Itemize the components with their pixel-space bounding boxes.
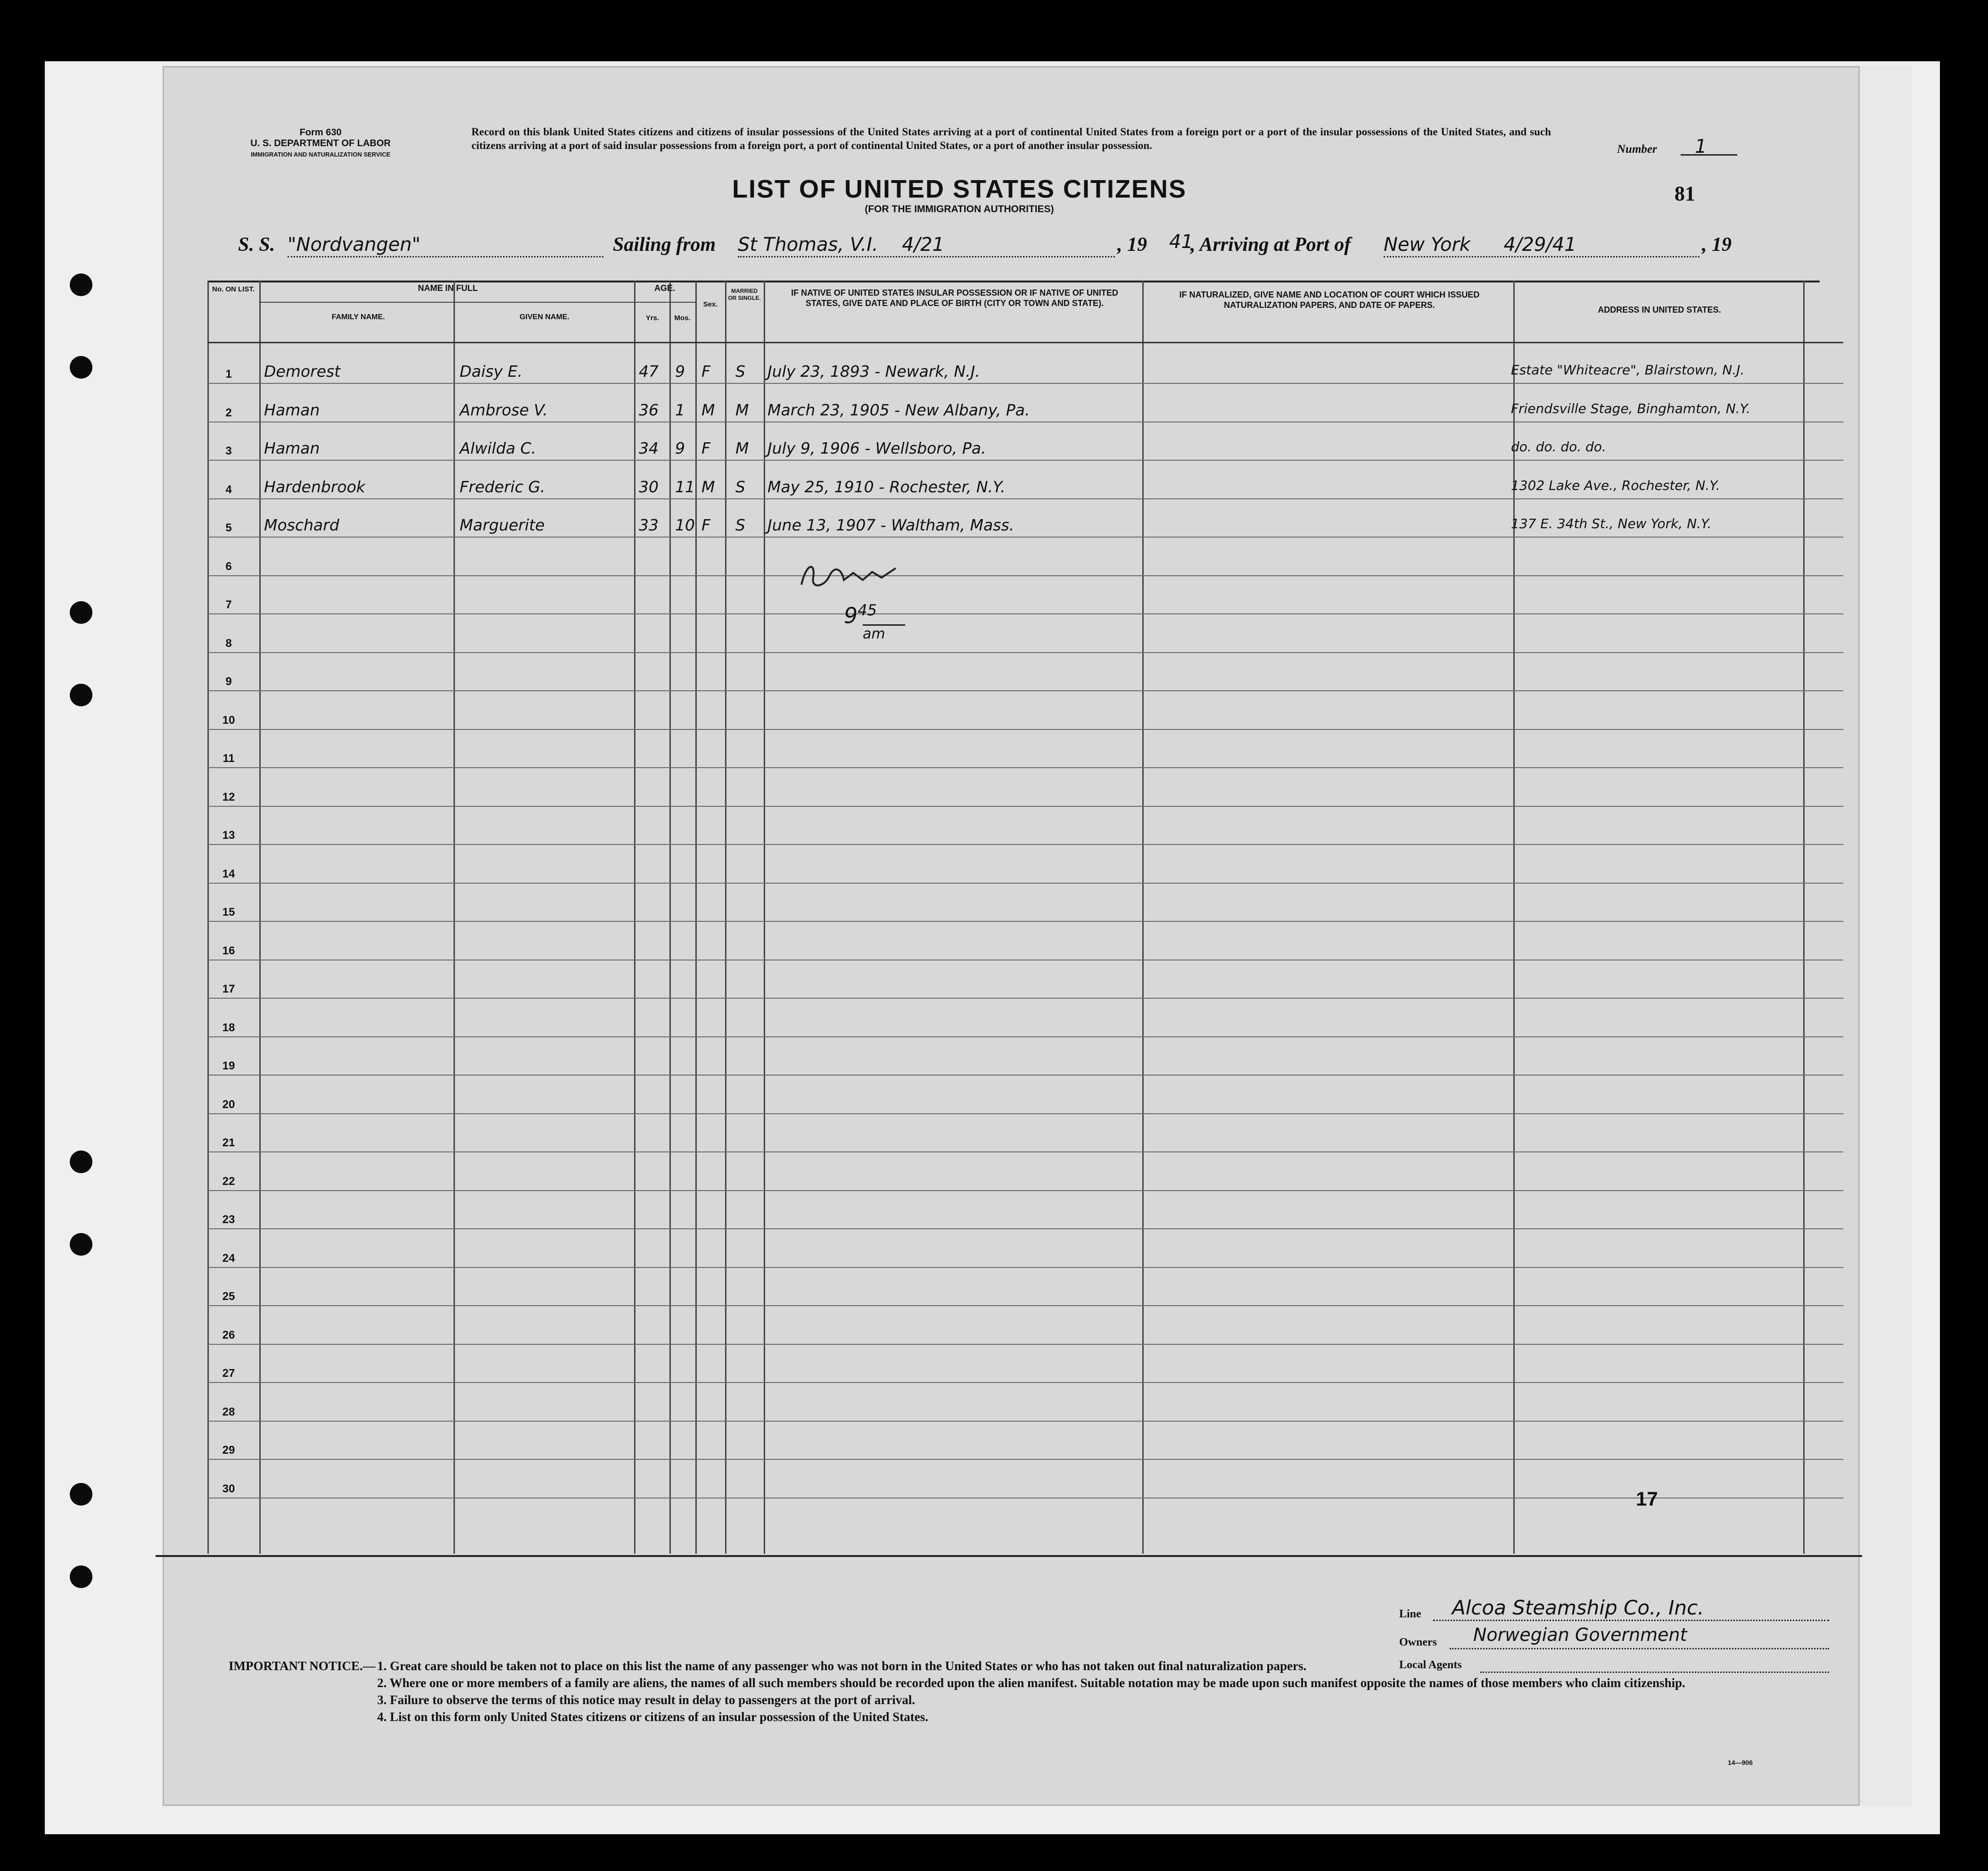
- row-rule: [207, 575, 1843, 576]
- arriving-port: New York: [1384, 234, 1471, 256]
- row-rule: [207, 690, 1843, 691]
- col-header-name: NAME IN FULL: [418, 283, 478, 293]
- cell-address: Friendsville Stage, Binghamton, N.Y.: [1511, 400, 1751, 416]
- binder-hole: [70, 356, 92, 379]
- cell-given: Frederic G.: [460, 477, 545, 496]
- cell-birth: July 23, 1893 - Newark, N.J.: [767, 362, 980, 381]
- cell-birth: June 13, 1907 - Waltham, Mass.: [767, 516, 1015, 534]
- sailing-from: St Thomas, V.I.: [738, 234, 878, 256]
- col-header-sex: Sex.: [703, 300, 718, 308]
- col-header-mos: Mos.: [674, 314, 691, 322]
- row-rule: [207, 998, 1843, 999]
- row-number: 24: [222, 1251, 235, 1265]
- time-ampm: am: [863, 624, 905, 642]
- row-rule: [207, 383, 1843, 384]
- row-number: 11: [223, 752, 235, 765]
- row-number: 15: [222, 906, 235, 919]
- cell-ms: M: [735, 400, 749, 419]
- name-header-rule: [259, 302, 634, 303]
- sailing-year: 41: [1169, 231, 1193, 253]
- row-number: 17: [222, 983, 235, 995]
- row-number: 16: [222, 944, 235, 957]
- col-header-address: ADDRESS IN UNITED STATES.: [1598, 305, 1721, 315]
- table-top-rule: [207, 281, 1820, 282]
- end-year-label: , 19: [1702, 234, 1732, 256]
- time-hour: 9: [844, 603, 858, 629]
- row-rule: [207, 1382, 1843, 1383]
- cell-mos: 9: [675, 362, 685, 381]
- cell-sex: F: [701, 516, 710, 534]
- row-number: 29: [222, 1444, 235, 1457]
- row-number: 3: [225, 445, 232, 457]
- col-divider: [259, 281, 261, 1554]
- owners-value: Norwegian Government: [1473, 1624, 1687, 1645]
- sheet-margin: [1860, 66, 1912, 1806]
- col-divider: [725, 281, 726, 1554]
- row-number: 2: [225, 406, 232, 419]
- intro-instructions: Record on this blank United States citizens and citizens of insular possessions of the United States arriving at a port of continental United States from a foreign port or a port of the insular possessions of the United States, and such citizens arriving at a port of said insular possessions from a foreign port, a port of continental United States, or a port of another insular possession.: [471, 126, 1551, 151]
- stamp-number: 81: [1675, 182, 1695, 205]
- cell-family: Haman: [264, 400, 320, 419]
- cell-yrs: 34: [639, 439, 659, 457]
- form-identifier: [222, 127, 420, 160]
- passenger-count: 17: [1636, 1488, 1658, 1510]
- owners-field: [1450, 1624, 1829, 1649]
- cell-address: 137 E. 34th St., New York, N.Y.: [1511, 516, 1712, 531]
- cell-mos: 9: [675, 439, 685, 457]
- cell-mos: 10: [675, 516, 695, 534]
- row-number: 28: [222, 1405, 235, 1418]
- form-number: Form 630: [299, 127, 342, 138]
- binder-hole: [70, 1151, 92, 1173]
- cell-sex: F: [701, 439, 710, 457]
- col-divider: [207, 281, 209, 1554]
- row-rule: [207, 652, 1843, 653]
- row-number: 5: [225, 522, 232, 534]
- cell-family: Moschard: [264, 516, 339, 534]
- cell-sex: F: [701, 362, 710, 381]
- row-number: 4: [225, 483, 232, 496]
- cell-family: Haman: [264, 439, 320, 457]
- row-rule: [207, 1421, 1843, 1422]
- col-divider: [695, 281, 697, 1554]
- cell-mos: 11: [675, 477, 695, 496]
- ship-name: "Nordvangen": [288, 234, 421, 256]
- row-number: 21: [222, 1136, 235, 1149]
- col-header-yrs: Yrs.: [645, 314, 660, 322]
- col-divider: [1142, 281, 1144, 1554]
- row-number: 10: [222, 713, 235, 727]
- col-header-family: FAMILY NAME.: [331, 313, 385, 321]
- cell-yrs: 36: [639, 400, 659, 419]
- row-number: 9: [225, 675, 232, 688]
- row-rule: [207, 613, 1843, 614]
- row-number: 12: [222, 790, 235, 803]
- row-number: 14: [222, 867, 235, 880]
- number-label: Number: [1617, 143, 1657, 156]
- row-rule: [207, 1151, 1843, 1152]
- row-number: 23: [222, 1213, 235, 1226]
- service-name: IMMIGRATION AND NATURALIZATION SERVICE: [250, 151, 391, 158]
- row-rule: [207, 1113, 1843, 1114]
- row-number: 6: [225, 560, 232, 573]
- line-field: [1433, 1596, 1829, 1621]
- row-number: 1: [225, 368, 232, 381]
- number-value: 1: [1695, 136, 1707, 157]
- cell-ms: S: [735, 362, 745, 381]
- col-divider: [454, 281, 455, 1554]
- row-number: 20: [222, 1098, 235, 1111]
- department-name: U. S. DEPARTMENT OF LABOR: [250, 138, 391, 149]
- notice-item: 3. Failure to observe the terms of this notice may result in delay to passengers at the port of arrival.: [377, 1693, 916, 1707]
- binder-hole: [70, 684, 92, 706]
- cell-mos: 1: [675, 400, 685, 419]
- col-header-naturalized: IF NATURALIZED, GIVE NAME AND LOCATION OF COURT WHICH ISSUED NATURALIZATION PAPERS, AND DATE OF PAPERS.: [1179, 290, 1480, 310]
- row-rule: [207, 537, 1843, 538]
- col-divider: [1803, 281, 1805, 1554]
- header-bottom-rule: [207, 342, 1843, 343]
- sailing-label: Sailing from: [613, 234, 716, 256]
- row-number: 19: [222, 1060, 235, 1072]
- col-divider: [1513, 281, 1515, 1554]
- col-divider: [669, 281, 671, 1554]
- col-header-married: MARRIED OR SINGLE.: [728, 288, 761, 301]
- col-header-birth: IF NATIVE OF UNITED STATES INSULAR POSSESSION OR IF NATIVE OF UNITED STATES, GIVE DATE AND PLACE OF BIRTH (CITY OR TOWN AND STATE).: [791, 288, 1118, 308]
- binder-hole: [70, 1233, 92, 1256]
- time-minutes: 45: [858, 601, 877, 619]
- binder-hole: [70, 1483, 92, 1506]
- row-rule: [207, 729, 1843, 730]
- signature-glyph: [797, 559, 900, 592]
- cell-birth: March 23, 1905 - New Albany, Pa.: [767, 400, 1030, 419]
- row-rule: [207, 460, 1843, 461]
- arriving-date: 4/29/41: [1503, 234, 1576, 256]
- row-number: 7: [225, 598, 232, 611]
- arriving-label: , Arriving at Port of: [1190, 234, 1351, 256]
- binder-hole: [70, 1565, 92, 1588]
- cell-birth: May 25, 1910 - Rochester, N.Y.: [767, 477, 1006, 496]
- cell-ms: M: [735, 439, 749, 457]
- row-rule: [207, 1036, 1843, 1037]
- row-rule: [207, 844, 1843, 845]
- row-rule: [207, 883, 1843, 884]
- col-divider: [634, 281, 635, 1554]
- row-rule: [207, 1344, 1843, 1345]
- row-rule: [207, 767, 1843, 768]
- line-value: Alcoa Steamship Co., Inc.: [1452, 1596, 1704, 1619]
- cell-address: Estate "Whiteacre", Blairstown, N.J.: [1511, 362, 1745, 378]
- cell-birth: July 9, 1906 - Wellsboro, Pa.: [767, 439, 986, 457]
- number-field-line: [1681, 154, 1737, 156]
- row-rule: [207, 1305, 1843, 1306]
- arriving-port-field: [1384, 233, 1699, 257]
- row-number: 26: [222, 1328, 235, 1341]
- notice-title: IMPORTANT NOTICE.—: [229, 1659, 376, 1673]
- page-subtitle: (FOR THE IMMIGRATION AUTHORITIES): [865, 204, 1054, 215]
- row-number: 13: [222, 829, 235, 842]
- row-rule: [207, 1190, 1843, 1191]
- line-label: Line: [1399, 1608, 1421, 1620]
- row-rule: [207, 921, 1843, 922]
- binder-hole: [70, 273, 92, 296]
- row-number: 25: [222, 1290, 235, 1303]
- ship-name-field: [288, 233, 603, 257]
- cell-address: do. do. do. do.: [1511, 439, 1606, 455]
- cell-family: Hardenbrook: [264, 477, 365, 496]
- cell-given: Daisy E.: [460, 362, 523, 381]
- binder-hole: [70, 601, 92, 624]
- col-header-given: GIVEN NAME.: [520, 313, 569, 321]
- cell-given: Ambrose V.: [460, 400, 548, 419]
- year-label: , 19: [1117, 234, 1147, 256]
- notice-item: 2. Where one or more members of a family are aliens, the names of all such members should be recorded upon the alien manifest. Suitable notation may be made upon such manifest opposite the names of those members who claim citizenship.: [377, 1676, 1685, 1690]
- arrival-time: [844, 601, 905, 642]
- cell-yrs: 30: [639, 477, 659, 496]
- row-rule: [207, 1075, 1843, 1076]
- row-rule: [207, 498, 1843, 499]
- cell-yrs: 47: [639, 362, 659, 381]
- page-title: LIST OF UNITED STATES CITIZENS: [732, 175, 1187, 203]
- cell-ms: S: [735, 516, 745, 534]
- row-rule: [207, 806, 1843, 807]
- print-code: 14—906: [1728, 1759, 1753, 1766]
- age-header-rule: [634, 302, 695, 303]
- cell-sex: M: [701, 400, 715, 419]
- cell-yrs: 33: [639, 516, 659, 534]
- cell-given: Marguerite: [460, 516, 545, 534]
- ship-label: S. S.: [238, 234, 275, 256]
- cell-given: Alwilda C.: [460, 439, 536, 457]
- cell-address: 1302 Lake Ave., Rochester, N.Y.: [1511, 477, 1720, 493]
- cell-ms: S: [735, 477, 745, 496]
- inspector-signature: [797, 559, 900, 597]
- notice-item: 1. Great care should be taken not to place on this list the name of any passenger who was not born in the United States or who has not taken out final naturalization papers.: [377, 1659, 1307, 1673]
- row-number: 8: [225, 637, 232, 650]
- row-rule: [207, 1459, 1843, 1460]
- row-number: 22: [222, 1175, 235, 1188]
- col-divider: [764, 281, 765, 1554]
- cell-family: Demorest: [264, 362, 341, 381]
- cell-sex: M: [701, 477, 715, 496]
- table-bottom-rule: [156, 1555, 1862, 1557]
- sailing-from-field: [738, 233, 1115, 257]
- row-number: 30: [222, 1482, 235, 1495]
- notice-list: [377, 1657, 1791, 1725]
- form-sheet: [163, 66, 1860, 1806]
- row-number: 18: [222, 1021, 235, 1034]
- owners-label: Owners: [1399, 1636, 1437, 1648]
- row-number: 27: [222, 1367, 235, 1380]
- agents-label: Local Agents: [1399, 1659, 1462, 1671]
- notice-item: 4. List on this form only United States citizens or citizens of an insular possession of the United States.: [377, 1710, 929, 1724]
- col-header-age: AGE.: [654, 283, 675, 293]
- col-header-no: No. ON LIST.: [212, 285, 255, 293]
- row-rule: [207, 1267, 1843, 1268]
- sailing-date: 4/21: [902, 234, 945, 256]
- row-rule: [207, 1228, 1843, 1229]
